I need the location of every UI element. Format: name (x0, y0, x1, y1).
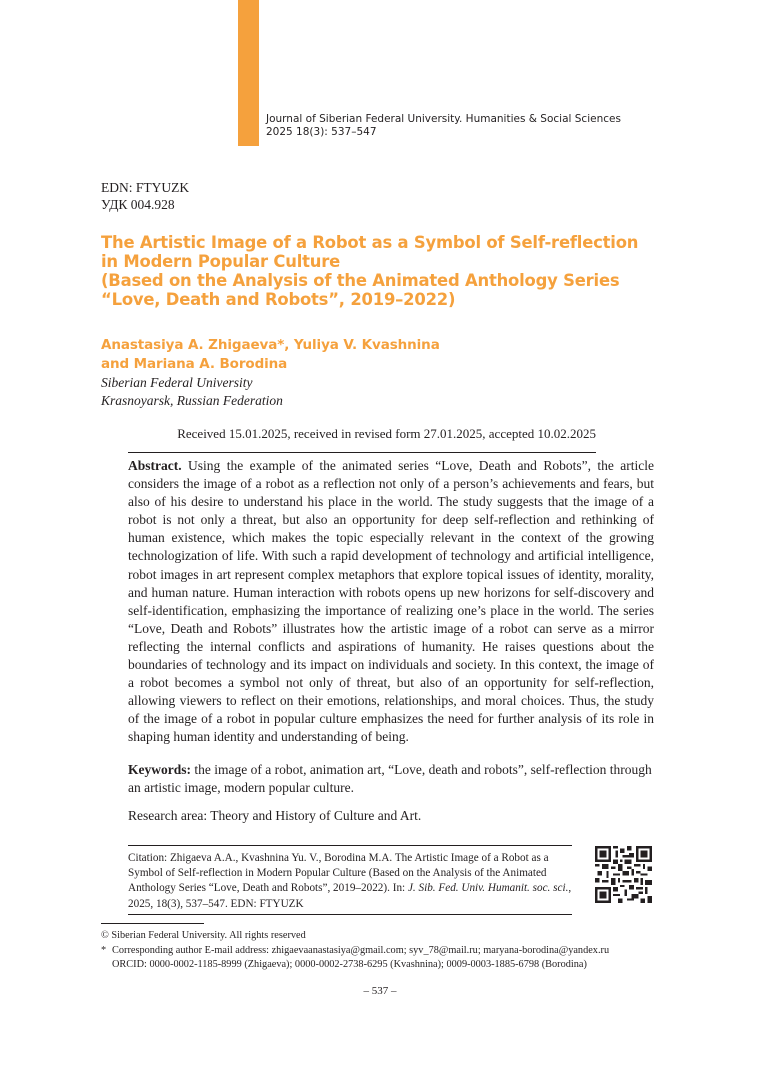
citation-tail: , 2025, 18(3), 537–547. EDN: FTYUZK (128, 882, 572, 910)
title-line-1: The Artistic Image of a Robot as a Symbol of Self-reflection (101, 233, 639, 252)
divider (128, 845, 572, 846)
journal-header (266, 113, 736, 139)
journal-issue: 2025 18(3): 537–547 (266, 126, 377, 138)
footnote-orcid: ORCID: 0000-0002-1185-8999 (Zhigaeva); 0000-0002-2738-6295 (Kvashnina); 0009-0003-1885-6798 (Borodina) (112, 958, 587, 970)
edn-code: EDN: FTYUZK (101, 180, 190, 195)
article-title (101, 233, 661, 309)
authors-line-2: and Mariana A. Borodina (101, 356, 288, 372)
keywords (128, 761, 654, 797)
article-ids (101, 179, 189, 213)
udk-code: УДК 004.928 (101, 197, 175, 212)
page-number: – 537 – (363, 985, 397, 997)
affiliation-university: Siberian Federal University (101, 375, 253, 390)
citation-text: Citation: Zhigaeva A.A., Kvashnina Yu. V., Borodina M.A. The Artistic Image of a Robot as a Symbol of Self-reflection in Modern Popular Culture (Based on the Analysis of the Animated Anthology Series “Love, Death and Robots”, 2019–2022). In: (128, 852, 549, 895)
keywords-label: Keywords: (128, 762, 191, 777)
research-area: Research area: Theory and History of Culture and Art. (128, 808, 422, 823)
abstract-label: Abstract. (128, 458, 182, 473)
journal-accent-bar (238, 0, 259, 146)
author-list (101, 336, 661, 374)
footnote-divider (101, 923, 204, 924)
affiliation-location: Krasnoyarsk, Russian Federation (101, 393, 283, 408)
citation-journal: J. Sib. Fed. Univ. Humanit. soc. sci. (407, 882, 569, 895)
copyright: © Siberian Federal University. All rights reserved (101, 930, 306, 941)
corresponding-author-footnote (101, 944, 681, 971)
divider (128, 914, 572, 915)
journal-name: Journal of Siberian Federal University. Humanities & Social Sciences (266, 113, 621, 125)
keywords-text: the image of a robot, animation art, “Love, death and robots”, self-reflection through an artistic image, modern popular culture. (128, 762, 652, 796)
citation (128, 851, 576, 912)
title-line-2: in Modern Popular Culture (101, 252, 341, 271)
title-line-3: (Based on the Analysis of the Animated Anthology Series (101, 271, 620, 290)
footnote-emails: Corresponding author E-mail address: zhigaevaanastasiya@gmail.com; syv_78@mail.ru; maryana-borodina@yandex.ru (112, 945, 610, 956)
authors-line-1: Anastasiya A. Zhigaeva*, Yuliya V. Kvashnina (101, 337, 440, 353)
received-dates: Received 15.01.2025, received in revised form 27.01.2025, accepted 10.02.2025 (177, 426, 596, 441)
title-line-4: “Love, Death and Robots”, 2019–2022) (101, 290, 456, 309)
footnote-marker: * (101, 945, 107, 956)
abstract-text: Using the example of the animated series “Love, Death and Robots”, the article considers the image of a robot as a reflection not only of a person’s achievements and fears, but also of his desire to understand his place in the world. The study suggests that the image of a robot is not only a threat, but also an opportunity for deep self-reflection and rethinking of human existence, which makes the topic especially relevant in the context of the growing technologization of life. With such a rapid development of technology and artificial intelligence, robot images in art represent complex metaphors that explore topical issues of identity, morality, and human nature. Human interaction with robots opens up new horizons for self-discovery and self-identification, emphasizing the importance of realizing one’s place in the world. The series “Love, Death and Robots” illustrates how the artistic image of a robot can serve as a mirror reflecting the internal conflicts and aspirations of humanity. He raises questions about the boundaries of technology and its impact on individuals and society. In this context, the image of a robot becomes a symbol not only of threat, but also of an opportunity for self-reflection, allowing viewers to reflect on their emotions, relationships, and moral choices. Thus, the study of the image of a robot in popular culture emphasizes the need for further analysis of its role in shaping human identity and understanding of being. (128, 458, 654, 745)
divider (128, 452, 596, 453)
affiliation (101, 374, 283, 410)
abstract (128, 457, 654, 747)
qr-code-icon (595, 846, 652, 903)
